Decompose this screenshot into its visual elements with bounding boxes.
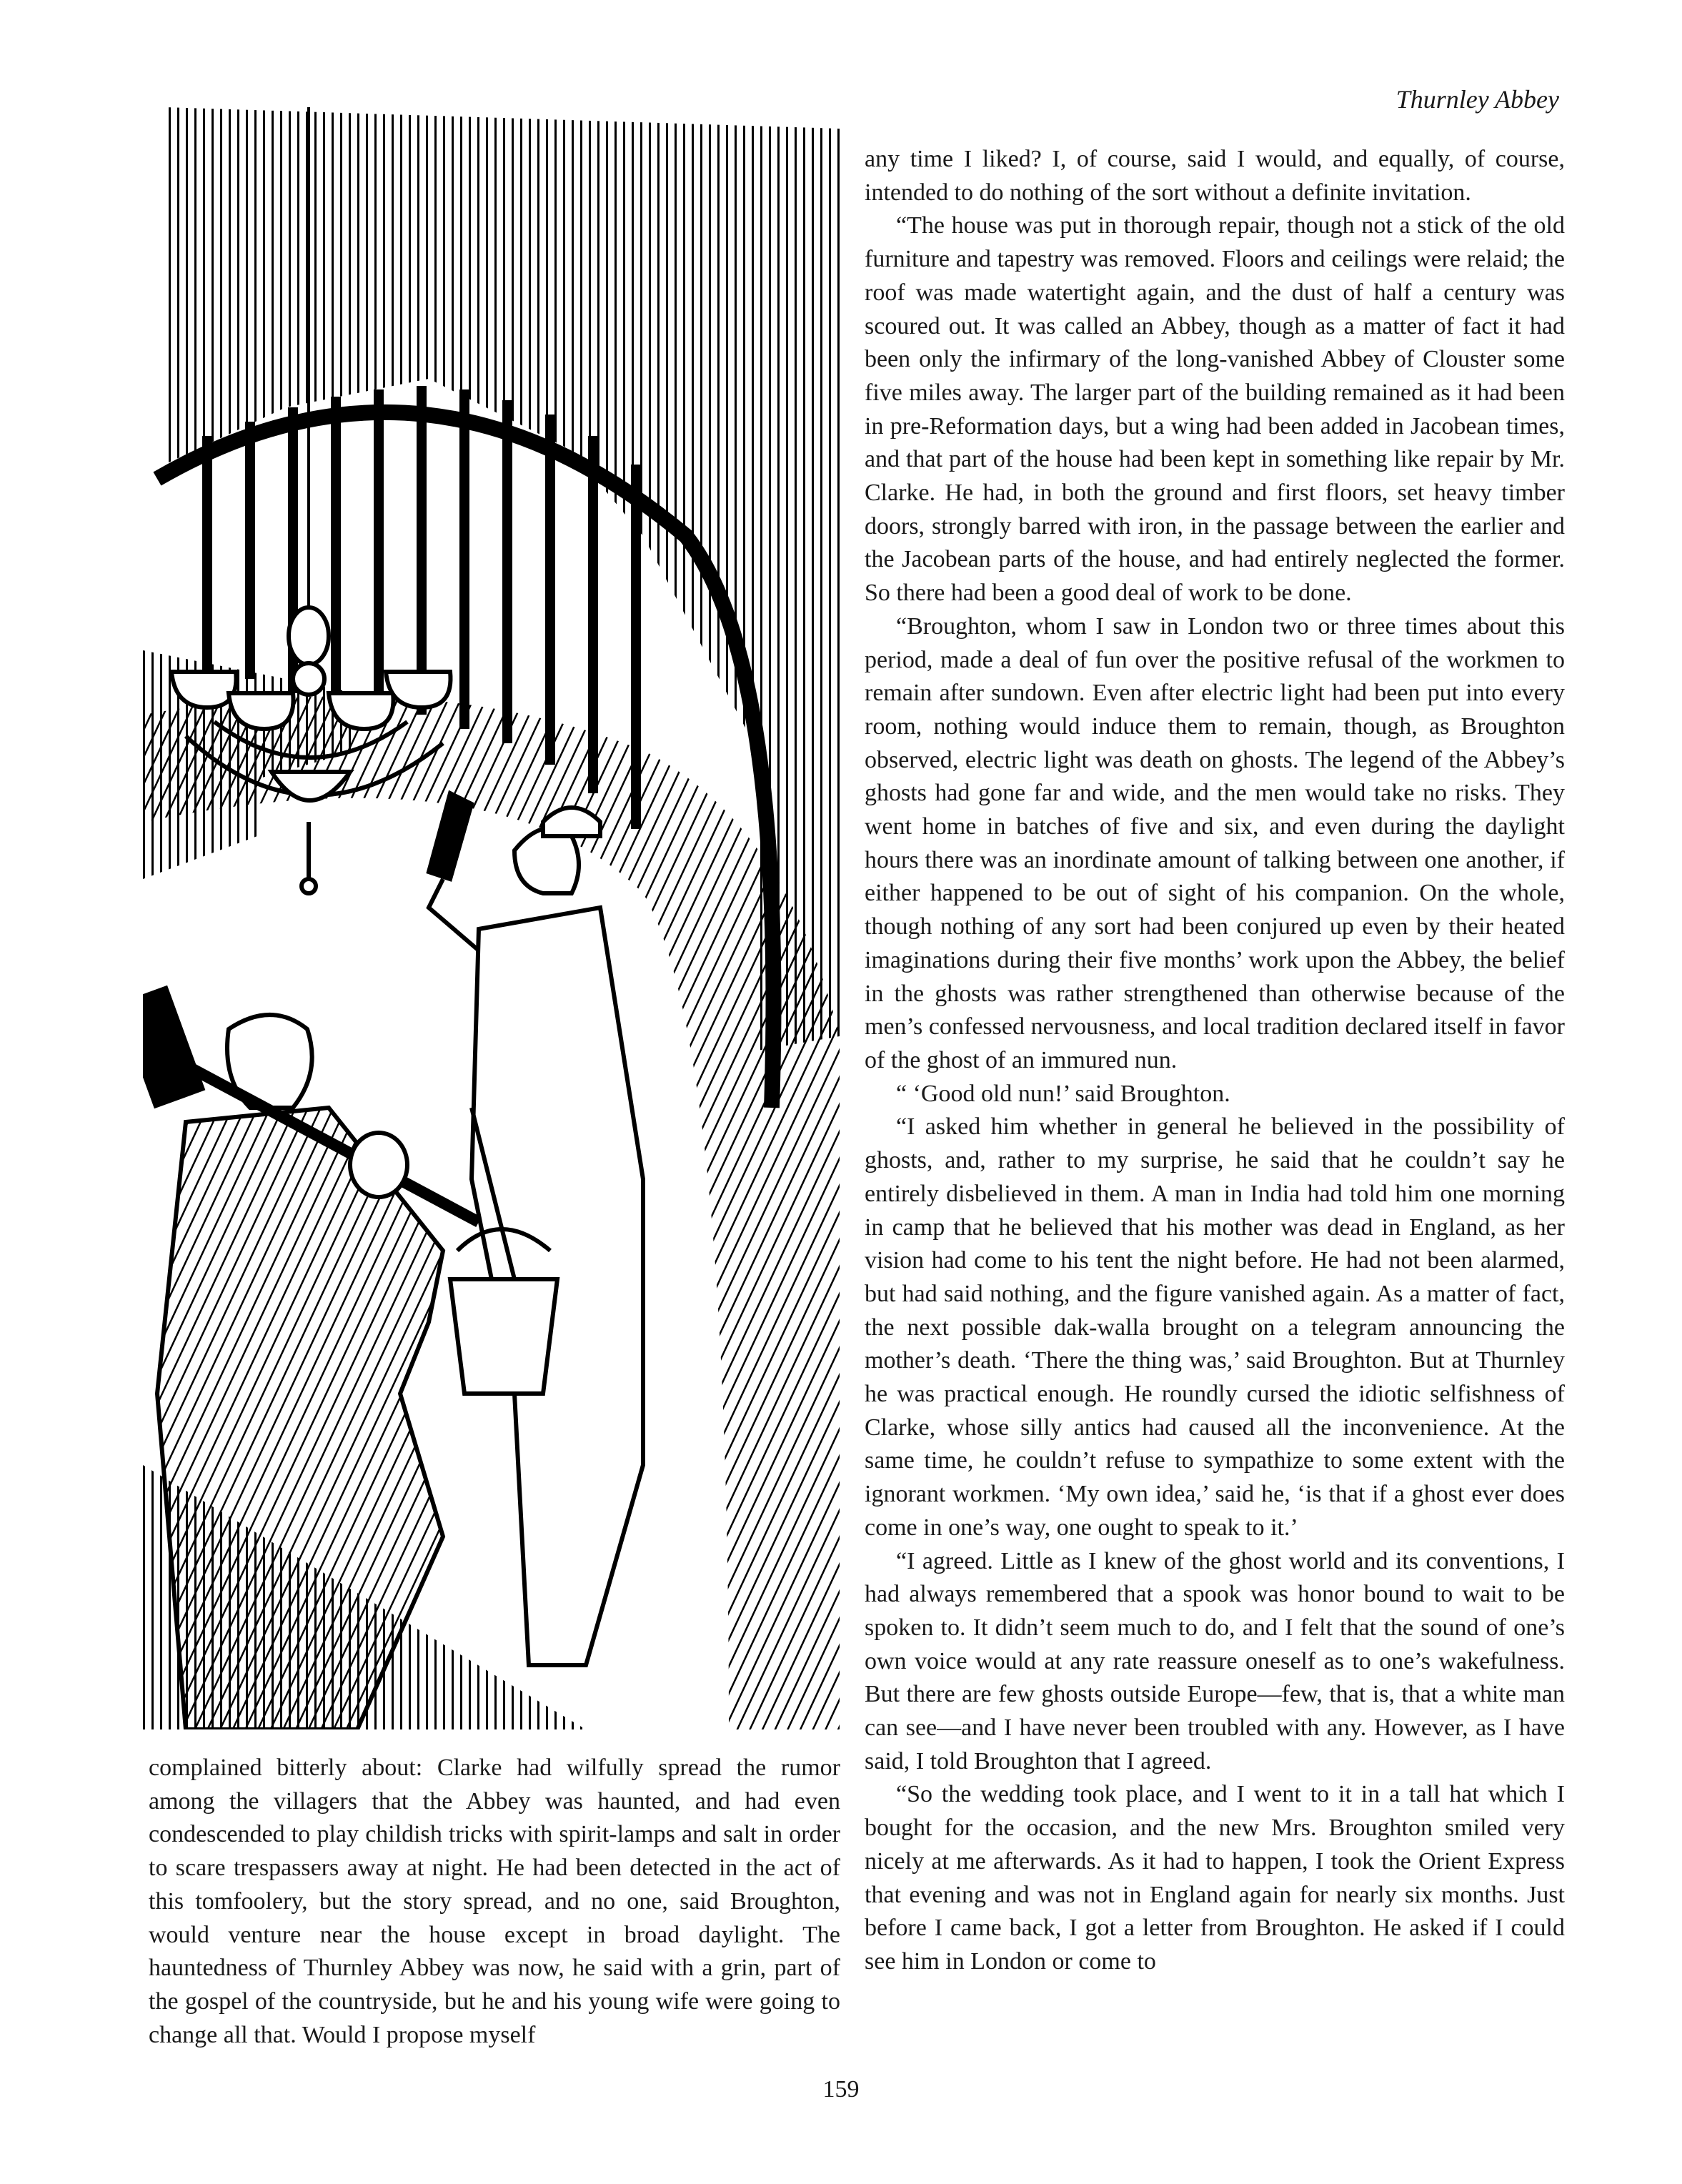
- paragraph: “So the wedding took place, and I went to it in a tall hat which I bought for the occasion, and the new Mrs. Broughton smiled very nicely at me afterwards. As it had to happen, I took the Orient Express that evening and was not in England again for nearly six months. Just before I came back, I got a letter from Broughton. He asked if I could see him in London or come to: [865, 1781, 1565, 1975]
- left-column: [149, 1752, 840, 2052]
- paragraph: “ ‘Good old nun!’ said Broughton.: [896, 1080, 1230, 1107]
- staircase-illustration: [143, 107, 840, 1729]
- painter-figure: [429, 793, 643, 1665]
- paragraph: “Broughton, whom I saw in London two or three times about this period, made a deal of fun over the positive refusal of the workmen to remain after sundown. Even after electric light had been put into every room, nothing would induce them to remain, though, as Broughton observed, electric light was death on ghosts. The legend of the Abbey’s ghosts had gone far and wide, and the men would take no risks. They went home in batches of five and six, and even during the daylight hours there was an inordinate amount of talking between one another, if either happened to be out of sight of his companion. On the whole, though nothing of any sort had been conjured up even by their heated imaginations during their five months’ work upon the Abbey, the belief in the ghosts was rather strengthened than otherwise because of the men’s confessed nervousness, and local tradition declared itself in favor of the ghost of an immured nun.: [865, 612, 1565, 1073]
- paragraph: any time I liked? I, of course, said I would, and equally, of course, intended to do nothing of the sort without a definite invitation.: [865, 146, 1565, 206]
- paragraph: “I agreed. Little as I knew of the ghost world and its conventions, I had always remembered that a spook was honor bound to wait to be spoken to. It didn’t seem much to do, and I felt that the sound of one’s own voice would at any rate reassure oneself as to one’s wakefulness. But there are few ghosts outside Europe—few, that is, that a white man can see—and I have never been troubled with any. However, as I have said, I told Broughton that I agreed.: [865, 1547, 1565, 1774]
- right-column: [865, 143, 1565, 1979]
- page-number: 159: [822, 2076, 860, 2103]
- paragraph: complained bitterly about: Clarke had wilfully spread the rumor among the villagers that the Abbey was haunted, and had even condescended to play childish tricks with spirit-lamps and salt in order to scare trespassers away at night. He had been detected in the act of this tomfoolery, but the story spread, and no one, said Broughton, would venture near the house except in broad daylight. The hauntedness of Thurnley Abbey was now, he said with a grin, part of the gospel of the countryside, but he and his young wife were going to change all that. Would I propose myself: [149, 1754, 840, 2048]
- paragraph: “The house was put in thorough repair, though not a stick of the old furniture and tapestry was removed. Floors and ceilings were relaid; the roof was made watertight again, and the dust of half a century was scoured out. It was called an Abbey, though as a matter of fact it had been only the infirmary of the long-vanished Abbey of Clouster some five miles away. The larger part of the building remained as it had been in pre-Reformation days, but a wing had been added in Jacobean times, and that part of the house had been kept in something like repair by Mr. Clarke. He had, in both the ground and first floors, set heavy timber doors, strongly barred with iron, in the passage between the earlier and the Jacobean parts of the house, and had entirely neglected the former. So there had been a good deal of work to be done.: [865, 212, 1565, 607]
- paragraph: “I asked him whether in general he believed in the possibility of ghosts, and, rather to my surprise, he said that he couldn’t say he entirely disbelieved in them. A man in India had told him one morning in camp that he believed that his mother was dead in England, as her vision had come to his tent the night before. He had not been alarmed, but had said nothing, and the figure vanished again. As a matter of fact, the next possible dak-walla brought on a telegram announcing the mother’s death. ‘There the thing was,’ said Broughton. But at Thurnley he was practical enough. He roundly cursed the idiotic selfishness of Clarke, whose silly antics had caused all the inconvenience. At the same time, he couldn’t refuse to sympathize to some extent with the ignorant workmen. ‘My own idea,’ said he, ‘is that if a ghost ever does come in one’s way, one ought to speak to it.’: [865, 1113, 1565, 1541]
- running-title: Thurnley Abbey: [1395, 85, 1559, 114]
